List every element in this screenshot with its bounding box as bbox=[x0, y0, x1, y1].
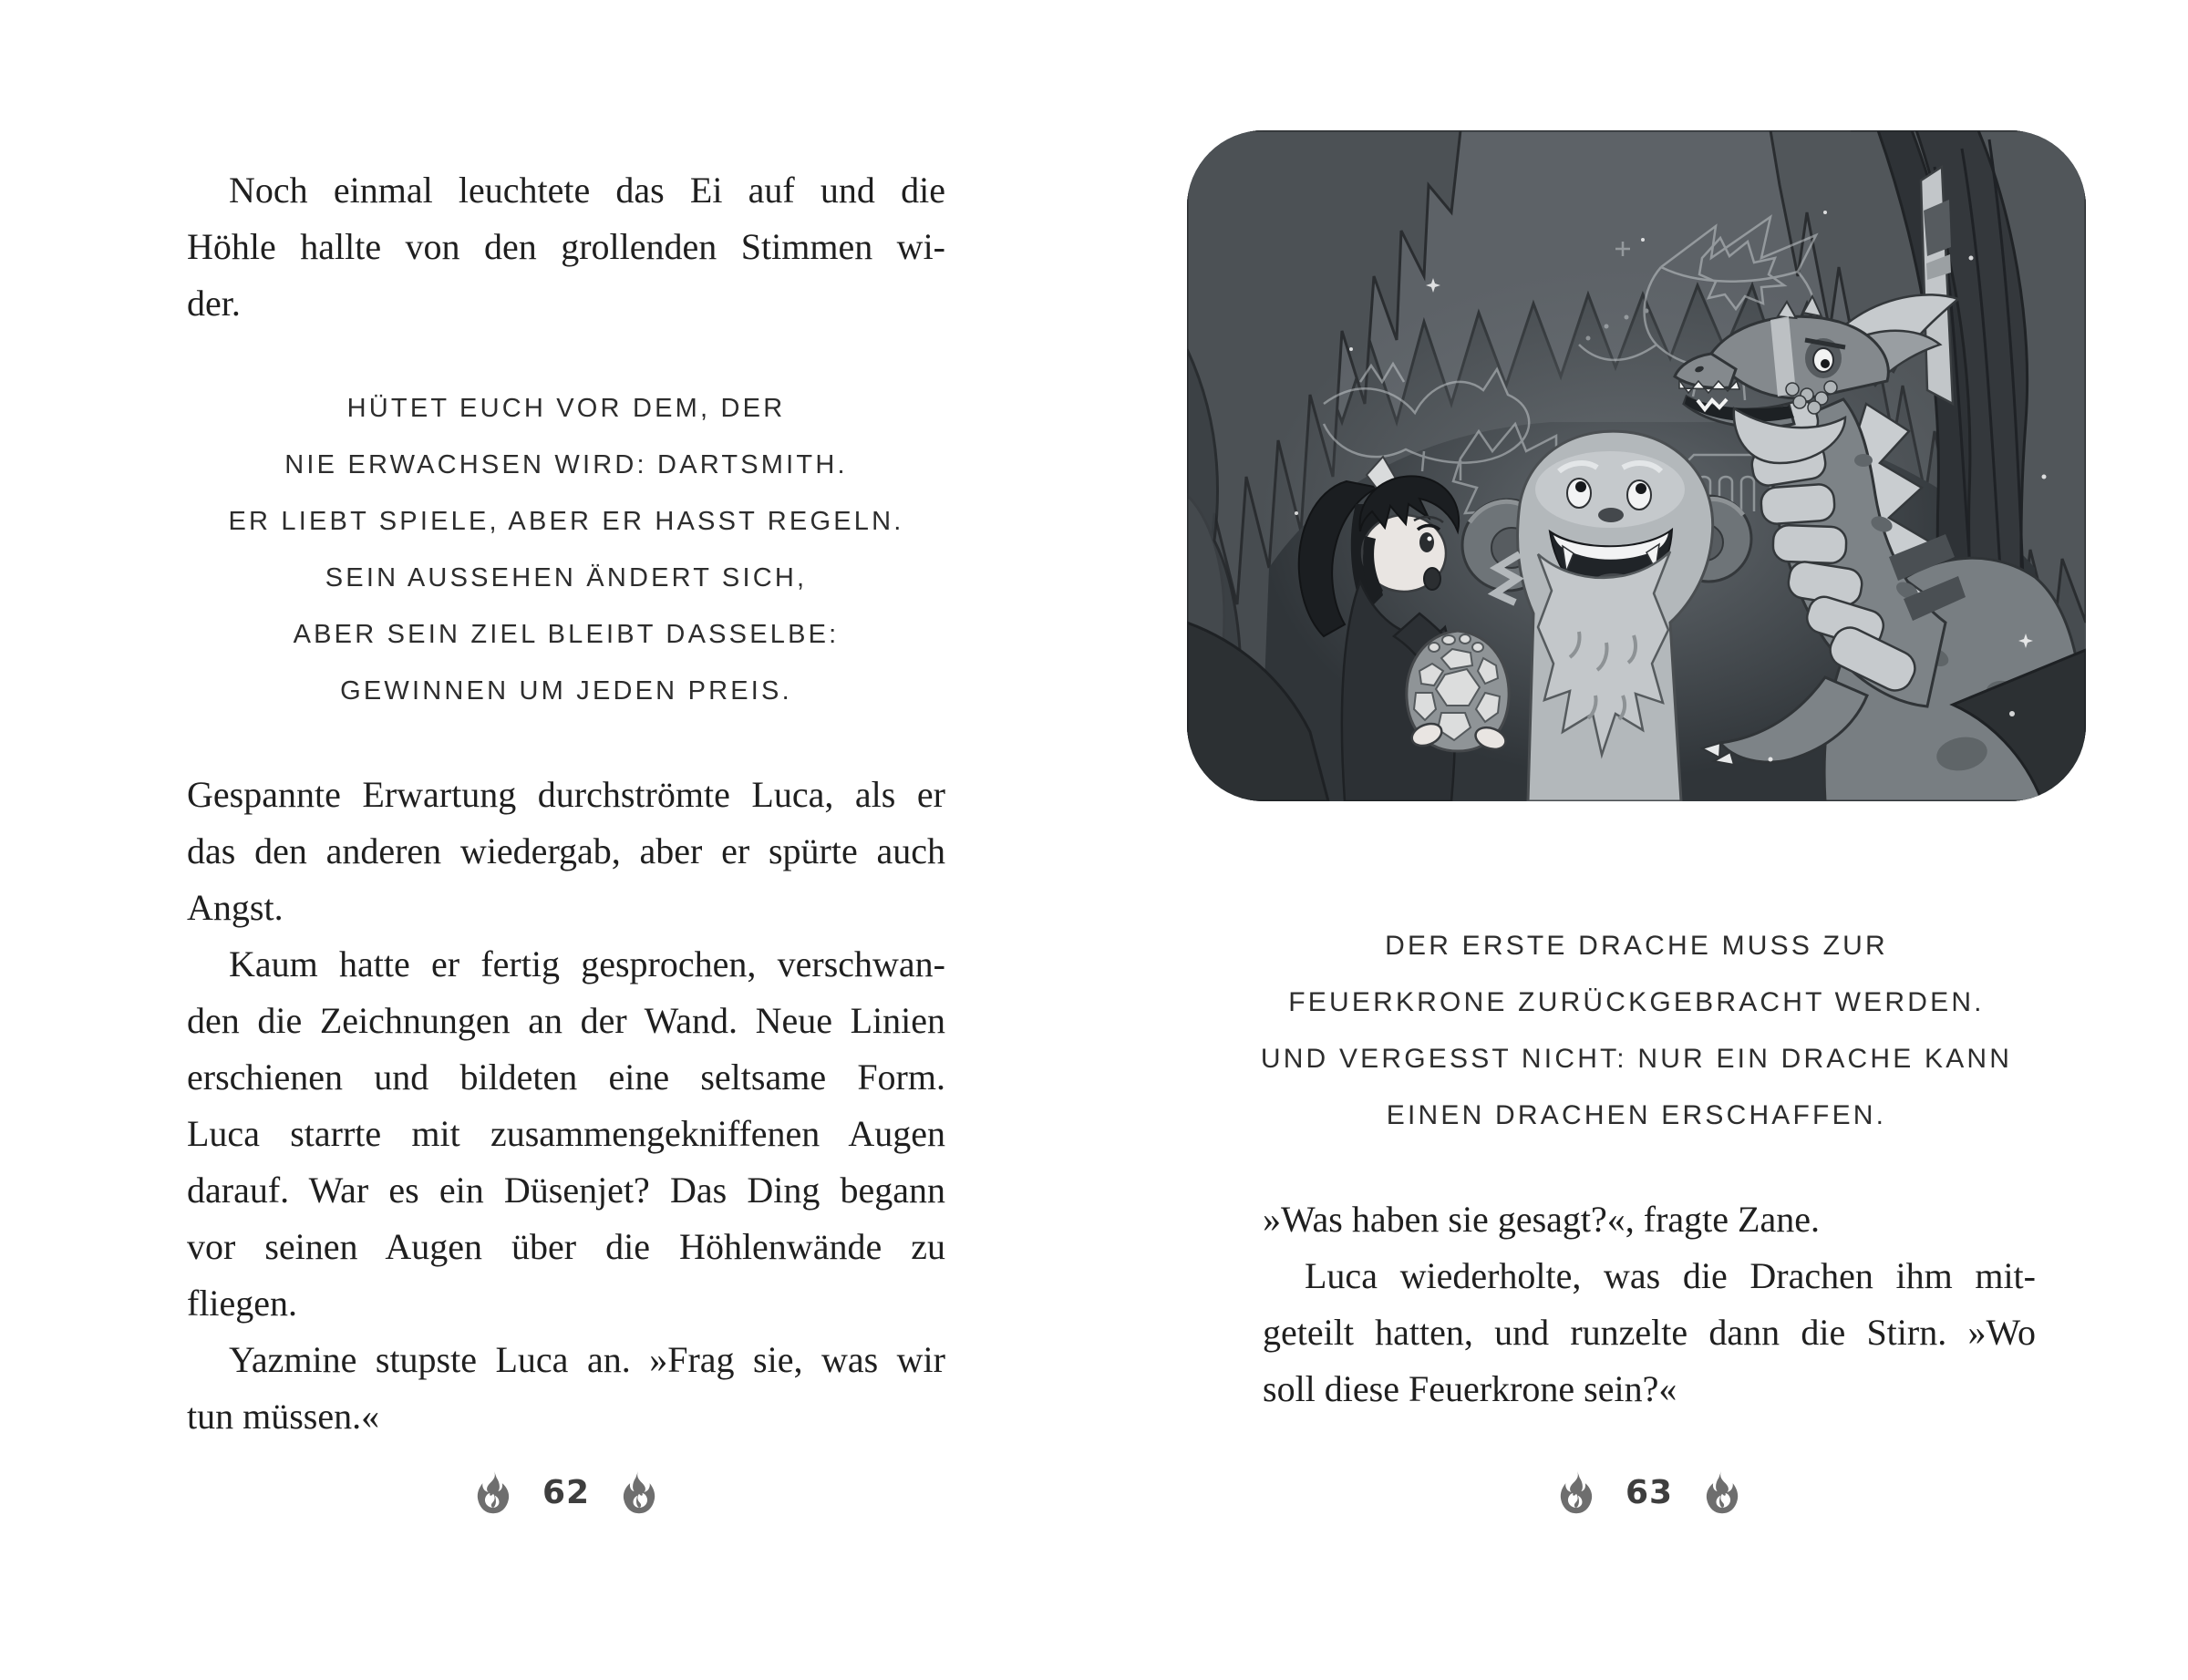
text-line: »Was haben sie gesagt?«, fragte Zane. bbox=[1263, 1199, 1820, 1240]
text-line: der. bbox=[187, 283, 241, 324]
page-footer bbox=[187, 1464, 945, 1520]
paragraph bbox=[187, 162, 945, 332]
text-line: soll diese Feuerkrone sein?« bbox=[1263, 1368, 1677, 1409]
speech-line: SEIN AUSSEHEN ÄNDERT SICH, bbox=[325, 563, 808, 593]
dragon-egg bbox=[1407, 631, 1509, 753]
text-line: erschienen und bildeten eine seltsame Form. bbox=[187, 1056, 945, 1098]
flame-icon bbox=[475, 1469, 511, 1515]
text-line: Angst. bbox=[187, 887, 284, 928]
speech-line: ABER SEIN ZIEL BLEIBT DASSELBE: bbox=[293, 620, 840, 649]
flame-icon bbox=[621, 1469, 657, 1515]
body-text bbox=[187, 767, 945, 1445]
dragon-speech-block bbox=[187, 380, 945, 719]
text-line: das den anderen wiedergab, aber er spürte auch bbox=[187, 830, 945, 871]
speech-line: EINEN DRACHEN ERSCHAFFEN. bbox=[1386, 1100, 1887, 1130]
speech-line: HÜTET EUCH VOR DEM, DER bbox=[346, 394, 786, 423]
dragon-speech-block bbox=[1185, 918, 2088, 1144]
speech-line: NIE ERWACHSEN WIRD: DARTSMITH. bbox=[284, 450, 848, 479]
text-line: tun müssen.« bbox=[187, 1396, 380, 1437]
speech-line: UND VERGESST NICHT: NUR EIN DRACHE KANN bbox=[1260, 1044, 2013, 1074]
text-line: Höhle hallte von den grollenden Stimmen wi- bbox=[187, 226, 945, 267]
page-number: 62 bbox=[542, 1473, 591, 1511]
right-page bbox=[1094, 0, 2188, 1680]
text-line: vor seinen Augen über die Höhlenwände zu bbox=[187, 1226, 945, 1267]
speech-line: FEUERKRONE ZURÜCKGEBRACHT WERDEN. bbox=[1288, 987, 1985, 1017]
flame-icon bbox=[1704, 1469, 1740, 1515]
speech-line: DER ERSTE DRACHE MUSS ZUR bbox=[1385, 931, 1888, 961]
text-line: geteilt hatten, und runzelte dann die Stirn. »Wo bbox=[1263, 1312, 2036, 1353]
text-line: Noch einmal leuchtete das Ei auf und die bbox=[229, 170, 945, 211]
text-line: Gespannte Erwartung durchströmte Luca, als er bbox=[187, 774, 945, 815]
text-line: den die Zeichnungen an der Wand. Neue Linien bbox=[187, 1000, 945, 1041]
cave-illustration bbox=[1187, 130, 2086, 801]
text-line: darauf. War es ein Düsenjet? Das Ding begann bbox=[187, 1170, 945, 1211]
text-line: Kaum hatte er fertig gesprochen, verschwan- bbox=[229, 943, 945, 984]
flame-icon bbox=[1558, 1469, 1595, 1515]
text-line: fliegen. bbox=[187, 1283, 298, 1324]
text-line: Yazmine stupste Luca an. »Frag sie, was wir bbox=[229, 1339, 945, 1380]
page-footer bbox=[1263, 1464, 2036, 1520]
speech-line: ER LIEBT SPIELE, ABER ER HASST REGELN. bbox=[228, 507, 904, 536]
speech-line: GEWINNEN UM JEDEN PREIS. bbox=[340, 676, 792, 706]
text-line: Luca starrte mit zusammengekniffenen Augen bbox=[187, 1113, 945, 1154]
body-text bbox=[1263, 1191, 2036, 1417]
page-number: 63 bbox=[1625, 1473, 1674, 1511]
text-line: Luca wiederholte, was die Drachen ihm mit- bbox=[1305, 1255, 2036, 1296]
